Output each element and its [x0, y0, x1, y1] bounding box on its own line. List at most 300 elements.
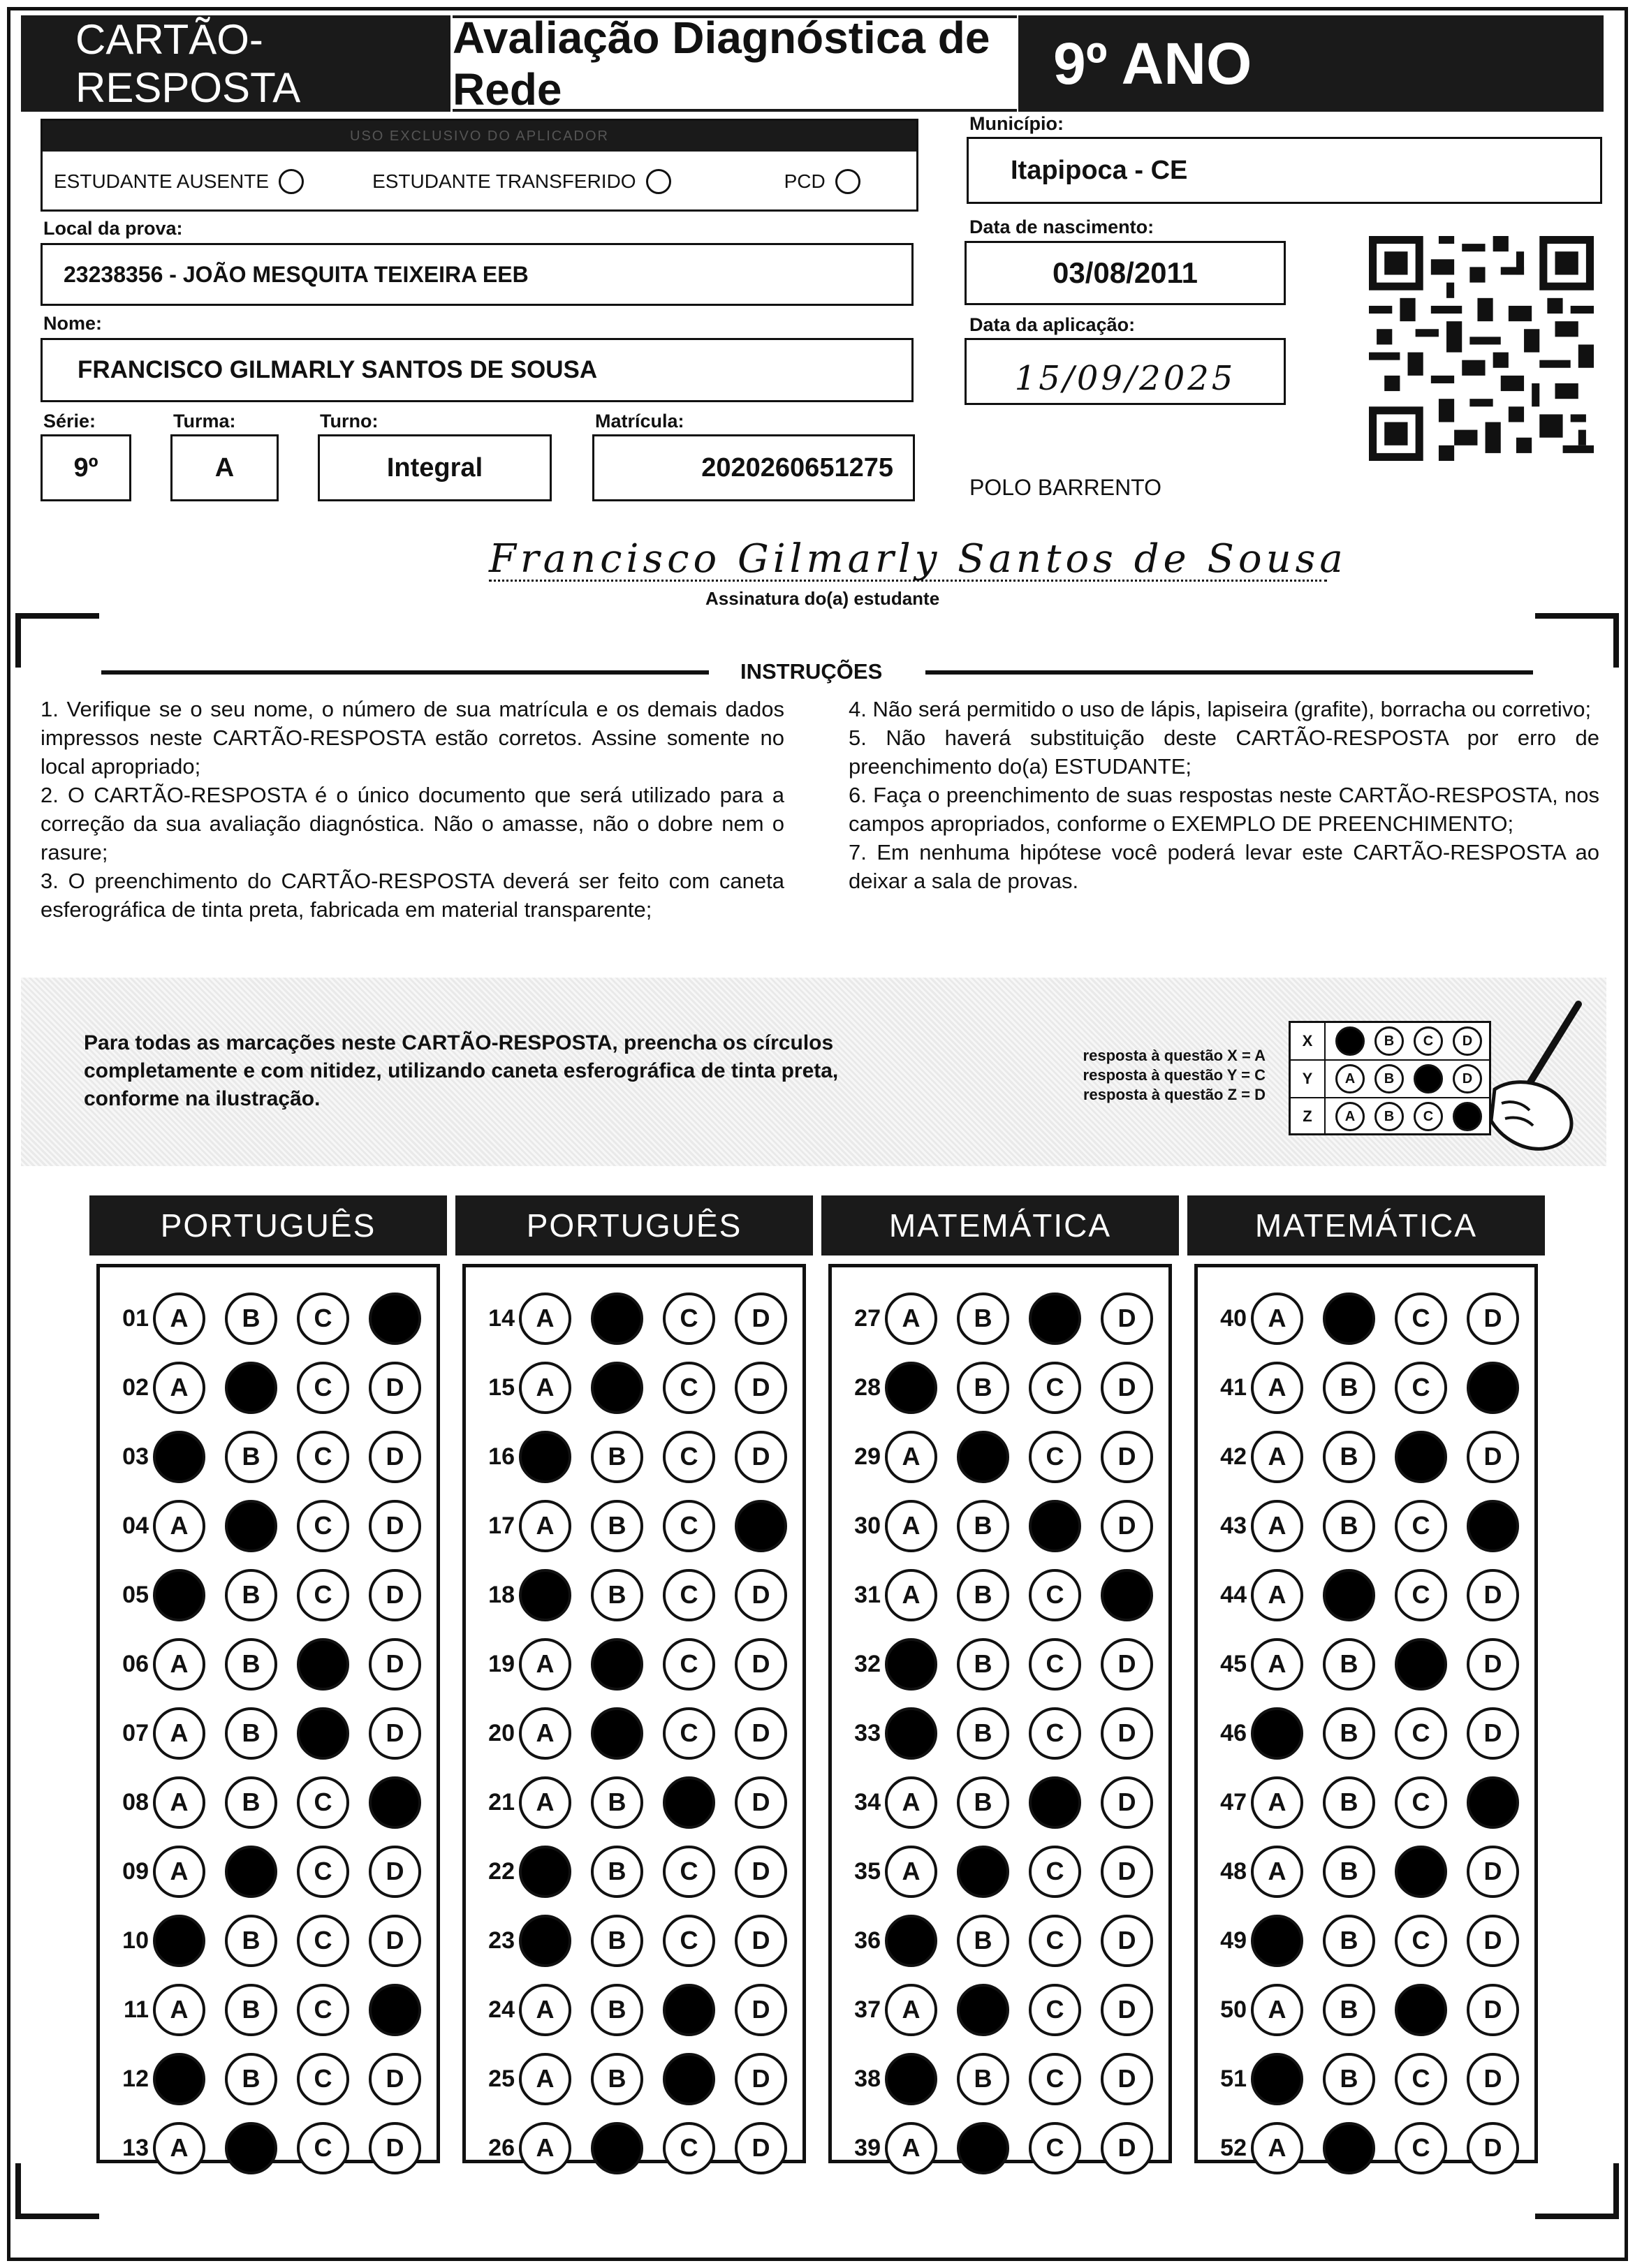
answer-bubble-c[interactable]: C [663, 1915, 715, 1967]
answer-bubble-b[interactable]: B [1323, 1638, 1375, 1691]
answer-bubble-d[interactable]: D [1101, 1707, 1153, 1760]
answer-bubble-a[interactable]: A [1251, 1638, 1303, 1691]
answer-bubble-d[interactable] [369, 1776, 421, 1829]
answer-bubble-b[interactable] [591, 1362, 643, 1414]
question-row [100, 1633, 441, 1695]
answer-bubble-d[interactable]: D [1467, 1638, 1519, 1691]
question-row [1198, 1771, 1539, 1834]
answer-bubble-a[interactable] [519, 1431, 571, 1483]
answer-bubble-b[interactable]: B [1323, 2053, 1375, 2105]
question-row [832, 1563, 1173, 1626]
answer-bubble-a[interactable]: A [885, 1569, 937, 1621]
answer-bubble-a[interactable]: A [885, 1984, 937, 2036]
answer-bubble-d[interactable]: D [369, 1915, 421, 1967]
answer-bubble-a[interactable]: A [153, 1776, 205, 1829]
question-number: 17 [488, 1512, 515, 1539]
answer-bubble-c[interactable]: C [1029, 1707, 1081, 1760]
answer-bubble-a[interactable]: A [153, 1846, 205, 1898]
answer-bubble-a[interactable] [519, 1569, 571, 1621]
answer-bubble-d[interactable]: D [1101, 1500, 1153, 1552]
answer-bubble-a[interactable]: A [153, 1293, 205, 1345]
answer-bubble-d[interactable]: D [735, 1984, 787, 2036]
answer-bubble-d[interactable] [369, 1293, 421, 1345]
answer-bubble-b[interactable]: B [225, 1915, 277, 1967]
answer-bubble-d[interactable] [735, 1500, 787, 1552]
answer-bubble-c[interactable]: C [297, 1362, 349, 1414]
answer-bubble-a[interactable]: A [153, 1500, 205, 1552]
answer-bubble-a[interactable] [153, 1431, 205, 1483]
question-number: 14 [488, 1304, 515, 1332]
question-row [832, 1633, 1173, 1695]
answer-bubble-c[interactable]: C [1395, 1569, 1447, 1621]
example-bubble-c: C [1414, 1026, 1443, 1056]
answer-bubble-a[interactable]: A [519, 1984, 571, 2036]
answer-bubble-a[interactable]: A [1251, 1776, 1303, 1829]
answer-bubble-b[interactable]: B [957, 2053, 1009, 2105]
answer-bubble-c[interactable] [297, 1707, 349, 1760]
applicator-box [41, 119, 918, 212]
question-number: 51 [1220, 2065, 1247, 2092]
serie-field[interactable] [41, 434, 131, 501]
answer-bubble-d[interactable]: D [1467, 2053, 1519, 2105]
answer-bubble-b[interactable]: B [225, 1431, 277, 1483]
answer-bubble-b[interactable] [225, 1362, 277, 1414]
question-row [466, 1978, 807, 2041]
answer-bubble-a[interactable]: A [1251, 1984, 1303, 2036]
answer-bubble-c[interactable]: C [1395, 1362, 1447, 1414]
answer-bubble-c[interactable]: C [1395, 1915, 1447, 1967]
answer-bubble-a[interactable] [1251, 1707, 1303, 1760]
question-row [1198, 1287, 1539, 1350]
question-row [1198, 1840, 1539, 1903]
answer-bubble-c[interactable]: C [1395, 2053, 1447, 2105]
example-bubble-a [1335, 1026, 1365, 1056]
answer-bubble-b[interactable]: B [1323, 1431, 1375, 1483]
answer-bubble-d[interactable]: D [735, 2053, 787, 2105]
answer-bubble-d[interactable]: D [1467, 1431, 1519, 1483]
answer-bubble-a[interactable]: A [519, 2053, 571, 2105]
answer-bubble-c[interactable]: C [663, 1293, 715, 1345]
example-bubble-b: B [1374, 1064, 1404, 1094]
question-row [466, 1287, 807, 1350]
answer-bubble-b[interactable]: B [957, 1776, 1009, 1829]
answer-bubble-d[interactable]: D [1101, 1915, 1153, 1967]
answer-bubble-d[interactable]: D [735, 1915, 787, 1967]
answer-bubble-b[interactable] [957, 2122, 1009, 2174]
answer-bubble-d[interactable]: D [369, 1638, 421, 1691]
question-number: 02 [122, 1374, 149, 1401]
question-number: 11 [124, 1996, 149, 2023]
answer-bubble-b[interactable]: B [957, 1293, 1009, 1345]
question-row [466, 1494, 807, 1557]
answer-bubble-d[interactable]: D [735, 1569, 787, 1621]
absent-radio[interactable] [279, 169, 304, 194]
answer-bubble-c[interactable]: C [663, 1846, 715, 1898]
question-number: 07 [122, 1719, 149, 1746]
question-number: 37 [854, 1996, 881, 2023]
instruction-4: 4. Não será permitido o uso de lápis, lapiseira (grafite), borracha ou corretivo; [849, 697, 1592, 721]
answer-bubble-c[interactable]: C [1029, 1431, 1081, 1483]
question-row [832, 1702, 1173, 1765]
answer-bubble-a[interactable]: A [519, 1293, 571, 1345]
answer-bubble-a[interactable]: A [885, 1500, 937, 1552]
answer-bubble-c[interactable]: C [663, 1500, 715, 1552]
subject-header: PORTUGUÊS [89, 1195, 447, 1256]
answer-bubble-a[interactable] [519, 1915, 571, 1967]
answer-bubble-a[interactable]: A [153, 1638, 205, 1691]
answer-bubble-d[interactable]: D [735, 1293, 787, 1345]
answer-bubble-b[interactable] [1323, 1293, 1375, 1345]
answer-bubble-b[interactable]: B [1323, 1846, 1375, 1898]
answer-bubble-a[interactable] [153, 2053, 205, 2105]
answer-bubble-a[interactable]: A [1251, 1569, 1303, 1621]
answer-bubble-d[interactable]: D [1467, 1569, 1519, 1621]
pcd-radio[interactable] [835, 169, 860, 194]
answer-bubble-d[interactable]: D [1101, 1638, 1153, 1691]
answer-bubble-a[interactable]: A [519, 1638, 571, 1691]
answer-bubble-c[interactable]: C [1029, 1638, 1081, 1691]
matricula-field[interactable] [592, 434, 915, 501]
question-number: 06 [122, 1650, 149, 1677]
answer-bubble-c[interactable]: C [1395, 1293, 1447, 1345]
corner-mark-top-left [15, 613, 99, 668]
question-row [832, 1840, 1173, 1903]
answer-bubble-c[interactable]: C [297, 1915, 349, 1967]
answer-bubble-a[interactable] [153, 1915, 205, 1967]
question-row [466, 1425, 807, 1488]
question-number: 29 [854, 1443, 881, 1470]
name-field[interactable] [41, 338, 914, 402]
answer-bubble-c[interactable] [1395, 1846, 1447, 1898]
answer-bubble-c[interactable]: C [297, 1293, 349, 1345]
answer-bubble-b[interactable] [1323, 2122, 1375, 2174]
answer-bubble-d[interactable] [1467, 1776, 1519, 1829]
answer-bubble-d[interactable] [1467, 1500, 1519, 1552]
answer-bubble-d[interactable]: D [1101, 2053, 1153, 2105]
instruction-5: 5. Não haverá substituição deste CARTÃO-RESPOSTA por erro de preenchimento do(a) ESTUDANTE; [849, 726, 1599, 779]
answer-bubble-d[interactable]: D [735, 1638, 787, 1691]
answer-bubble-d[interactable]: D [369, 1431, 421, 1483]
answer-bubble-c[interactable]: C [1395, 1776, 1447, 1829]
answer-bubble-b[interactable]: B [591, 1776, 643, 1829]
subject-header: MATEMÁTICA [1187, 1195, 1545, 1256]
answer-bubble-b[interactable] [957, 1846, 1009, 1898]
answer-bubble-d[interactable]: D [369, 2053, 421, 2105]
answer-bubble-d[interactable]: D [735, 1846, 787, 1898]
answer-bubble-d[interactable]: D [369, 1846, 421, 1898]
instructions-rule-left [101, 670, 709, 675]
answer-bubble-a[interactable]: A [519, 2122, 571, 2174]
answer-bubble-d[interactable]: D [1467, 1915, 1519, 1967]
matricula-value: 2020260651275 [701, 452, 893, 483]
answer-bubble-b[interactable]: B [591, 1915, 643, 1967]
question-number: 23 [488, 1927, 515, 1954]
answer-bubble-c[interactable]: C [297, 1984, 349, 2036]
grade-title: 9º ANO [1018, 15, 1604, 112]
answer-bubble-c[interactable]: C [1029, 1915, 1081, 1967]
question-number: 18 [488, 1581, 515, 1608]
question-row [832, 2116, 1173, 2179]
answer-bubble-b[interactable]: B [957, 1500, 1009, 1552]
answer-bubble-d[interactable] [369, 1984, 421, 2036]
answer-bubble-d[interactable]: D [735, 1776, 787, 1829]
answer-bubble-b[interactable] [591, 1707, 643, 1760]
answer-bubble-b[interactable] [591, 2122, 643, 2174]
answer-column [828, 1264, 1172, 2163]
answer-bubble-a[interactable]: A [885, 1293, 937, 1345]
answer-bubble-c[interactable]: C [1029, 1362, 1081, 1414]
answer-bubble-d[interactable]: D [1101, 1776, 1153, 1829]
question-row [1198, 1702, 1539, 1765]
instructions-left [41, 695, 784, 924]
answer-bubble-d[interactable]: D [369, 2122, 421, 2174]
answer-bubble-b[interactable]: B [1323, 1707, 1375, 1760]
answer-bubble-a[interactable]: A [1251, 2122, 1303, 2174]
answer-bubble-c[interactable]: C [1029, 2122, 1081, 2174]
instruction-1: 1. Verifique se o seu nome, o número de sua matrícula e os demais dados impressos neste CARTÃO-RESPOSTA estão corretos. Assine somente no local apropriado; [41, 697, 784, 779]
answer-bubble-b[interactable] [1323, 1569, 1375, 1621]
question-row [832, 1771, 1173, 1834]
question-number: 32 [854, 1650, 881, 1677]
answer-bubble-b[interactable]: B [591, 1431, 643, 1483]
answer-bubble-a[interactable] [885, 2053, 937, 2105]
answer-bubble-b[interactable] [225, 1500, 277, 1552]
answer-bubble-b[interactable]: B [957, 1915, 1009, 1967]
example-row-key: Z [1291, 1098, 1326, 1135]
answer-bubble-b[interactable] [957, 1431, 1009, 1483]
answer-bubble-c[interactable]: C [297, 1500, 349, 1552]
answer-bubble-b[interactable] [225, 2122, 277, 2174]
municipio-field[interactable] [967, 137, 1602, 204]
municipio-label: Município: [969, 113, 1064, 134]
answer-bubble-c[interactable]: C [663, 1638, 715, 1691]
answer-bubble-c[interactable]: C [1395, 2122, 1447, 2174]
nascimento-value: 03/08/2011 [1053, 256, 1198, 289]
answer-bubble-c[interactable] [1395, 1984, 1447, 2036]
aplicacao-field[interactable] [965, 338, 1286, 405]
answer-bubble-b[interactable]: B [957, 1707, 1009, 1760]
answer-bubble-c[interactable] [1029, 1293, 1081, 1345]
answer-bubble-c[interactable]: C [297, 1846, 349, 1898]
answer-bubble-a[interactable]: A [885, 2122, 937, 2174]
answer-bubble-a[interactable]: A [519, 1500, 571, 1552]
signature-handwriting: Francisco Gilmarly Santos de Sousa [489, 536, 1347, 582]
answer-bubble-a[interactable]: A [153, 1362, 205, 1414]
answer-bubble-a[interactable] [1251, 1915, 1303, 1967]
answer-bubble-a[interactable]: A [885, 1846, 937, 1898]
answer-bubble-b[interactable] [957, 1984, 1009, 2036]
answer-bubble-c[interactable]: C [663, 1707, 715, 1760]
question-row [1198, 1909, 1539, 1972]
applicator-heading: USO EXCLUSIVO DO APLICADOR [43, 121, 916, 152]
answer-bubble-c[interactable]: C [1395, 1707, 1447, 1760]
answer-bubble-d[interactable]: D [1101, 2122, 1153, 2174]
answer-bubble-a[interactable]: A [885, 1776, 937, 1829]
answer-bubble-c[interactable]: C [297, 1431, 349, 1483]
answer-bubble-c[interactable]: C [663, 1362, 715, 1414]
answer-bubble-d[interactable]: D [1467, 1984, 1519, 2036]
answer-bubble-b[interactable]: B [957, 1569, 1009, 1621]
answer-bubble-b[interactable] [225, 1846, 277, 1898]
answer-bubble-c[interactable] [1395, 1431, 1447, 1483]
answer-bubble-d[interactable] [1467, 1362, 1519, 1414]
answer-bubble-b[interactable]: B [225, 1707, 277, 1760]
question-row [1198, 2116, 1539, 2179]
answer-bubble-a[interactable]: A [1251, 1293, 1303, 1345]
answer-bubble-b[interactable]: B [591, 2053, 643, 2105]
aplicacao-value: 15/09/2025 [1014, 359, 1236, 398]
answer-bubble-b[interactable]: B [591, 1500, 643, 1552]
instruction-3: 3. O preenchimento do CARTÃO-RESPOSTA deverá ser feito com caneta esferográfica de tinta preta, fabricada em material transparente; [41, 869, 784, 922]
answer-bubble-c[interactable]: C [297, 2053, 349, 2105]
answer-bubble-c[interactable]: C [297, 1776, 349, 1829]
answer-bubble-c[interactable] [663, 2053, 715, 2105]
answer-bubble-a[interactable]: A [519, 1707, 571, 1760]
answer-bubble-a[interactable]: A [153, 2122, 205, 2174]
question-number: 36 [854, 1927, 881, 1954]
answer-bubble-a[interactable]: A [885, 1431, 937, 1483]
example-bubble-c [1414, 1064, 1443, 1094]
question-number: 45 [1220, 1650, 1247, 1677]
answer-bubble-c[interactable] [297, 1638, 349, 1691]
answer-bubble-d[interactable]: D [735, 2122, 787, 2174]
answer-bubble-b[interactable]: B [1323, 1915, 1375, 1967]
answer-bubble-a[interactable]: A [153, 1984, 205, 2036]
answer-bubble-c[interactable]: C [297, 1569, 349, 1621]
question-number: 50 [1220, 1996, 1247, 2023]
answer-bubble-d[interactable]: D [369, 1569, 421, 1621]
answer-bubble-c[interactable] [663, 1776, 715, 1829]
question-row [1198, 1494, 1539, 1557]
question-number: 40 [1220, 1304, 1247, 1332]
answer-bubble-c[interactable]: C [663, 1431, 715, 1483]
card-title: CARTÃO-RESPOSTA [21, 15, 450, 112]
answer-bubble-c[interactable]: C [663, 1569, 715, 1621]
answer-bubble-a[interactable]: A [1251, 1500, 1303, 1552]
answer-bubble-b[interactable] [591, 1293, 643, 1345]
subject-header: MATEMÁTICA [821, 1195, 1179, 1256]
answer-bubble-b[interactable]: B [1323, 1776, 1375, 1829]
question-number: 08 [122, 1788, 149, 1816]
answer-bubble-b[interactable]: B [1323, 1984, 1375, 2036]
answer-bubble-d[interactable]: D [1101, 1293, 1153, 1345]
question-row [466, 2047, 807, 2110]
answer-bubble-d[interactable] [1101, 1569, 1153, 1621]
answer-bubble-d[interactable]: D [1467, 1846, 1519, 1898]
answer-bubble-d[interactable]: D [369, 1362, 421, 1414]
answer-bubble-a[interactable] [1251, 2053, 1303, 2105]
answer-bubble-d[interactable]: D [735, 1707, 787, 1760]
answer-bubble-c[interactable]: C [1029, 1846, 1081, 1898]
answer-bubble-c[interactable]: C [663, 2122, 715, 2174]
answer-bubble-c[interactable] [1029, 1500, 1081, 1552]
answer-bubble-d[interactable]: D [1467, 2122, 1519, 2174]
question-number: 05 [122, 1581, 149, 1608]
question-number: 12 [122, 2065, 149, 2092]
answer-bubble-c[interactable] [663, 1984, 715, 2036]
answer-bubble-b[interactable]: B [225, 1569, 277, 1621]
answer-bubble-d[interactable]: D [369, 1500, 421, 1552]
question-row [466, 1771, 807, 1834]
answer-bubble-b[interactable]: B [225, 2053, 277, 2105]
local-field[interactable] [41, 243, 914, 306]
question-number: 10 [122, 1927, 149, 1954]
turno-value: Integral [386, 452, 483, 483]
subject-header: PORTUGUÊS [455, 1195, 813, 1256]
answer-bubble-d[interactable]: D [735, 1431, 787, 1483]
answer-bubble-b[interactable]: B [225, 1293, 277, 1345]
transferred-radio[interactable] [646, 169, 671, 194]
answer-bubble-a[interactable]: A [1251, 1431, 1303, 1483]
signature-caption: Assinatura do(a) estudante [705, 588, 940, 609]
answer-bubble-b[interactable]: B [591, 1846, 643, 1898]
answer-bubble-b[interactable]: B [1323, 1500, 1375, 1552]
answer-bubble-a[interactable] [153, 1569, 205, 1621]
question-row [1198, 1356, 1539, 1419]
answer-bubble-c[interactable]: C [297, 2122, 349, 2174]
answer-bubble-b[interactable] [591, 1638, 643, 1691]
answer-bubble-d[interactable]: D [1101, 1362, 1153, 1414]
answer-bubble-b[interactable]: B [225, 1638, 277, 1691]
answer-bubble-b[interactable]: B [957, 1638, 1009, 1691]
answer-bubble-d[interactable]: D [1467, 1707, 1519, 1760]
answer-bubble-b[interactable]: B [591, 1984, 643, 2036]
turno-label: Turno: [320, 411, 379, 432]
answer-bubble-b[interactable]: B [957, 1362, 1009, 1414]
answer-bubble-d[interactable]: D [735, 1362, 787, 1414]
turno-field[interactable] [318, 434, 552, 501]
answer-bubble-d[interactable]: D [1467, 1293, 1519, 1345]
question-row [832, 1909, 1173, 1972]
answer-bubble-a[interactable] [519, 1846, 571, 1898]
answer-bubble-a[interactable] [885, 1362, 937, 1414]
answer-bubble-c[interactable]: C [1029, 2053, 1081, 2105]
answer-bubble-d[interactable]: D [1101, 1984, 1153, 2036]
question-number: 27 [854, 1304, 881, 1332]
answer-bubble-a[interactable] [885, 1638, 937, 1691]
answer-bubble-b[interactable]: B [225, 1984, 277, 2036]
answer-bubble-c[interactable] [1029, 1776, 1081, 1829]
nascimento-field[interactable] [965, 241, 1286, 305]
question-number: 52 [1220, 2134, 1247, 2161]
answer-bubble-a[interactable] [885, 1707, 937, 1760]
question-number: 43 [1220, 1512, 1247, 1539]
answer-bubble-c[interactable]: C [1029, 1569, 1081, 1621]
question-row [100, 1494, 441, 1557]
answer-bubble-b[interactable]: B [225, 1776, 277, 1829]
answer-bubble-d[interactable]: D [369, 1707, 421, 1760]
answer-bubble-c[interactable]: C [1029, 1984, 1081, 2036]
name-label: Nome: [43, 313, 103, 334]
answer-bubble-b[interactable]: B [1323, 1362, 1375, 1414]
answer-bubble-d[interactable]: D [1101, 1431, 1153, 1483]
aplicacao-label: Data da aplicação: [969, 314, 1136, 335]
answer-bubble-a[interactable] [885, 1915, 937, 1967]
answer-bubble-a[interactable]: A [1251, 1362, 1303, 1414]
answer-bubble-a[interactable]: A [1251, 1846, 1303, 1898]
answer-bubble-c[interactable]: C [1395, 1500, 1447, 1552]
example-caption-z: resposta à questão Z = D [1083, 1086, 1266, 1103]
answer-bubble-a[interactable]: A [153, 1707, 205, 1760]
answer-bubble-a[interactable]: A [519, 1776, 571, 1829]
turma-field[interactable] [170, 434, 279, 501]
answer-bubble-a[interactable]: A [519, 1362, 571, 1414]
question-row [1198, 1978, 1539, 2041]
answer-column [96, 1264, 440, 2163]
answer-bubble-b[interactable]: B [591, 1569, 643, 1621]
answer-bubble-c[interactable] [1395, 1638, 1447, 1691]
answer-bubble-d[interactable]: D [1101, 1846, 1153, 1898]
